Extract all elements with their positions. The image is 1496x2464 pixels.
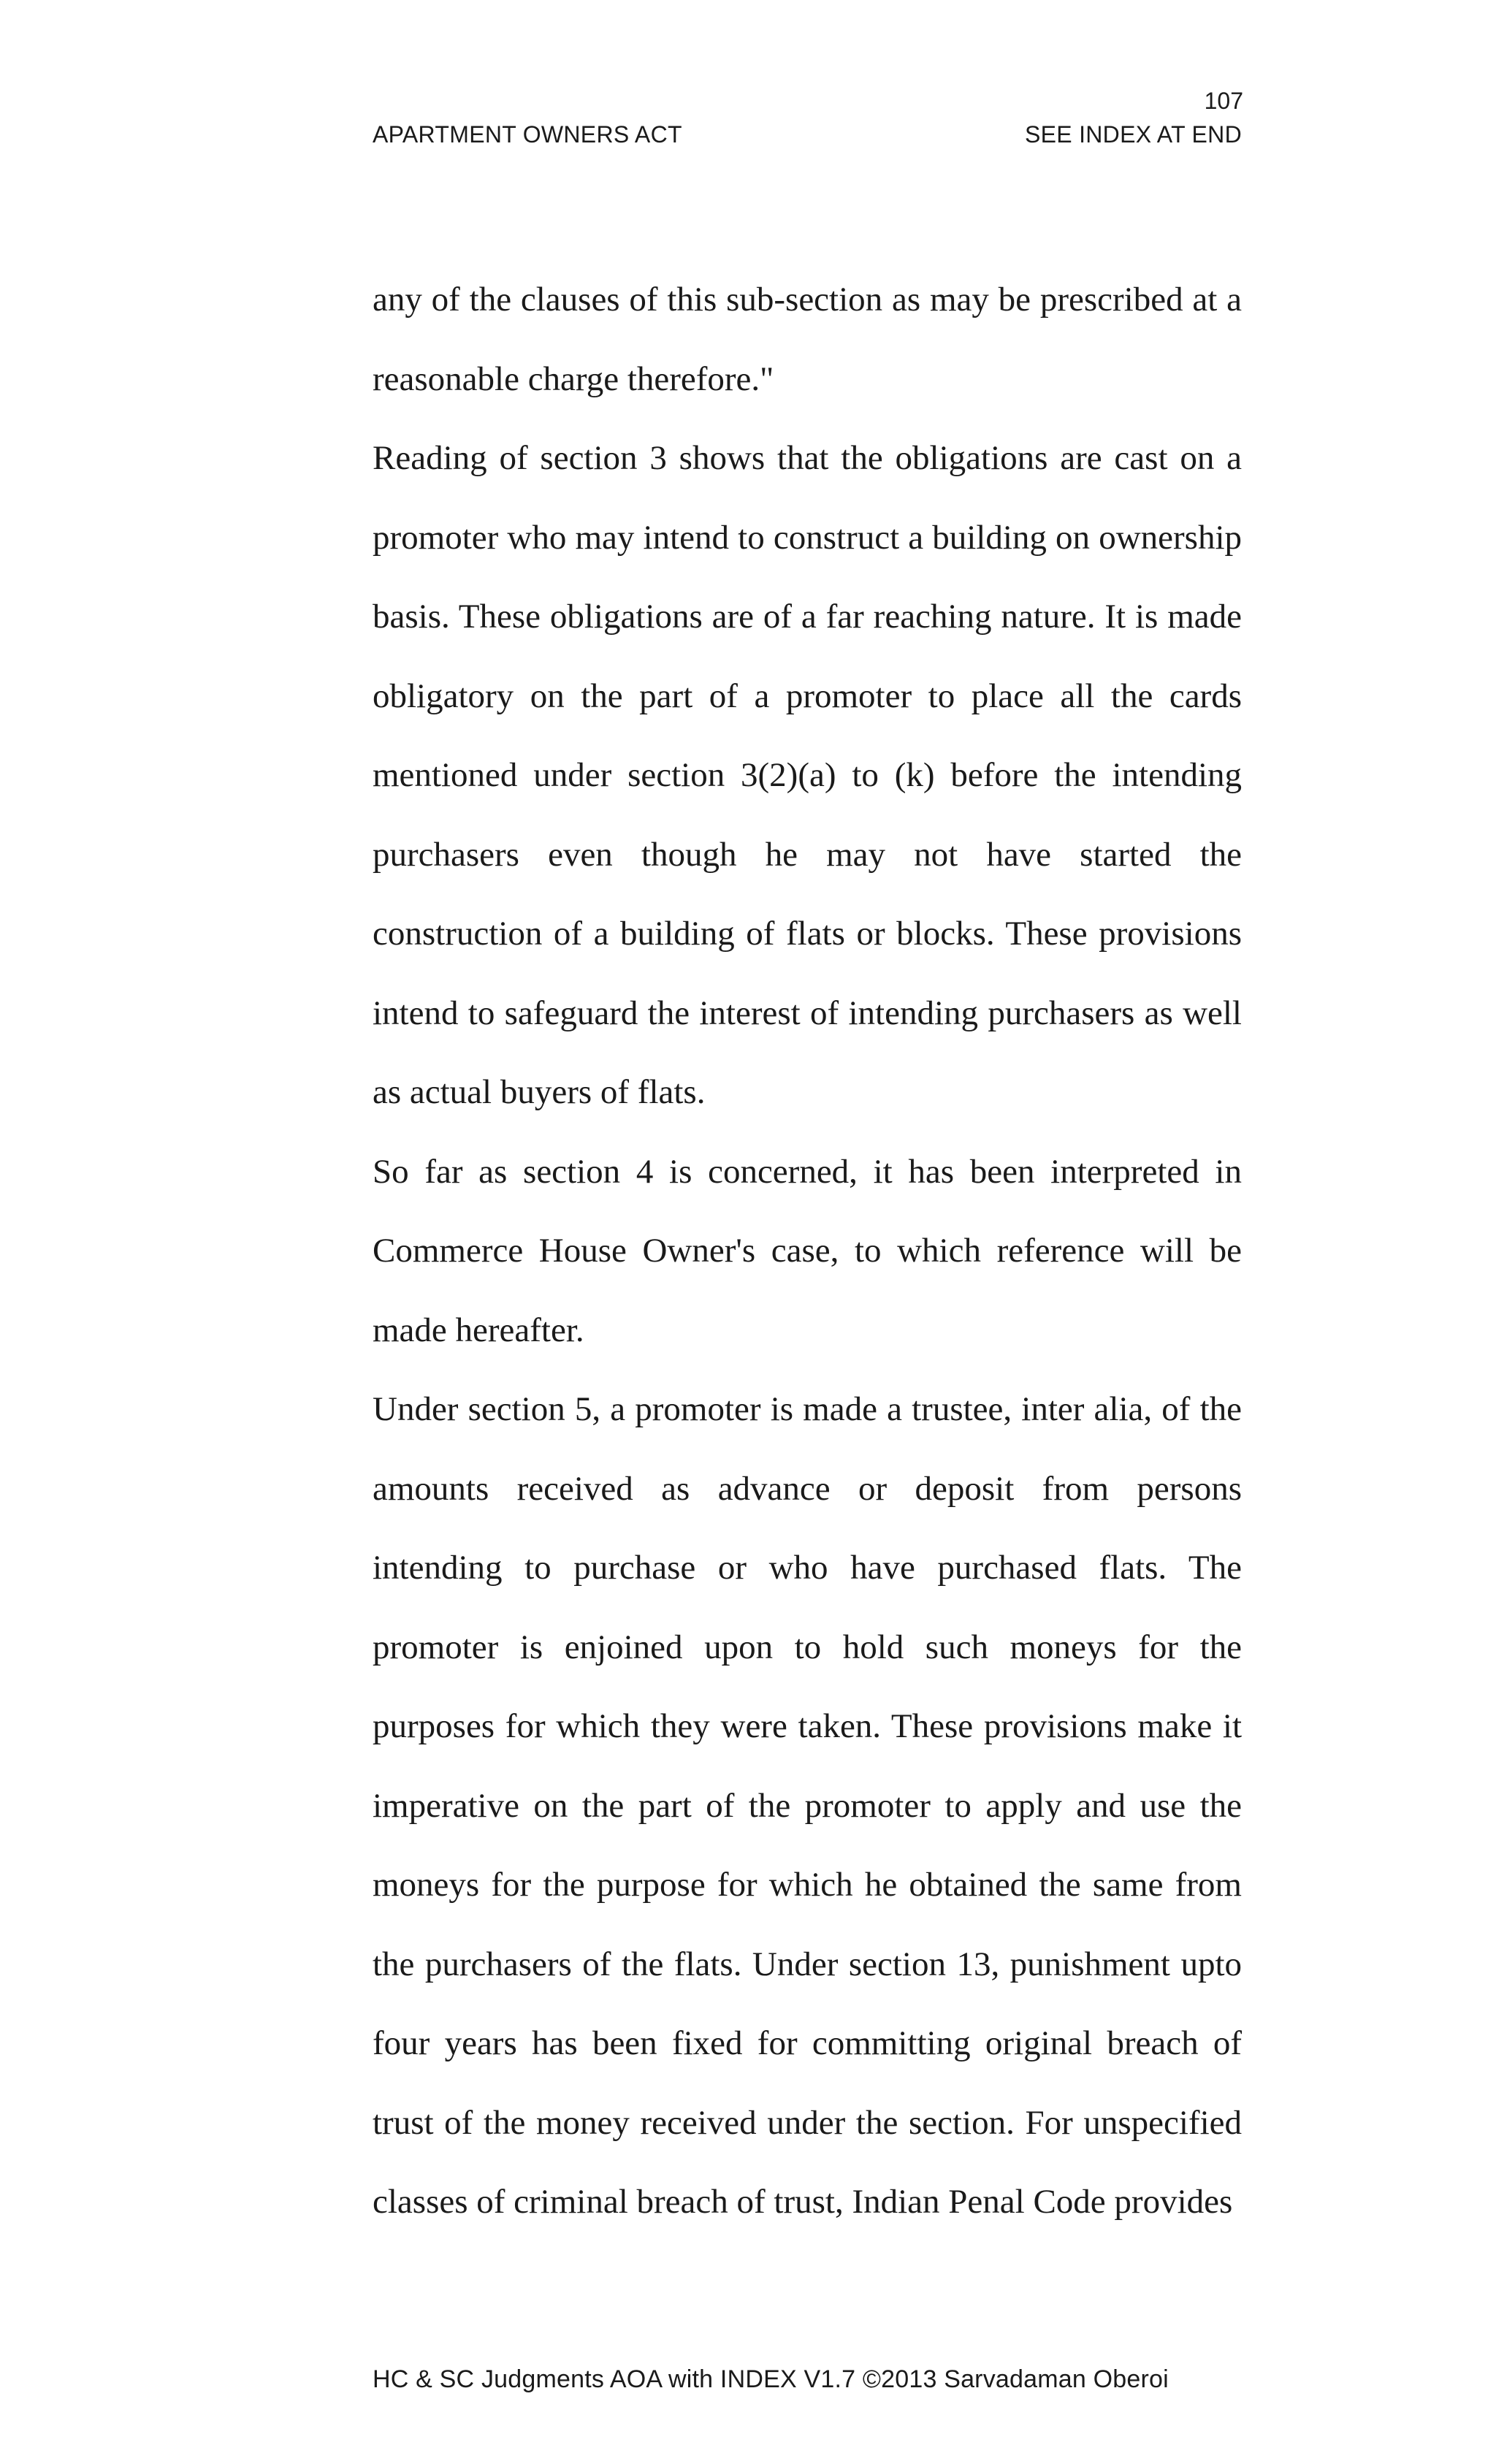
header-left-title: APARTMENT OWNERS ACT: [373, 121, 682, 148]
page-footer: HC & SC Judgments AOA with INDEX V1.7 ©2013 Sarvadaman Oberoi: [373, 2365, 1169, 2393]
document-body: [373, 260, 1242, 2242]
paragraph: So far as section 4 is concerned, it has been interpreted in Commerce House Owner's case, to which reference will be made hereafter.: [373, 1152, 1242, 1349]
running-header: [373, 121, 1242, 148]
paragraph: Under section 5, a promoter is made a trustee, inter alia, of the amounts received as advance or deposit from persons intending to purchase or who have purchased flats. The promoter is enjoined upon to hold such moneys for the purposes for which they were taken. These provisions make it imperative on the part of the promoter to apply and use the moneys for the purpose for which he obtained the same from the purchasers of the flats. Under section 13, punishment upto four years has been fixed for committing original breach of trust of the money received under the section. For unspecified classes of criminal breach of trust, Indian Penal Code provides: [373, 1390, 1242, 2221]
paragraph: any of the clauses of this sub-section as may be prescribed at a reasonable charge therefore.": [373, 281, 1242, 398]
header-right-note: SEE INDEX AT END: [1024, 121, 1242, 148]
paragraph: Reading of section 3 shows that the obligations are cast on a promoter who may intend to construct a building on ownership basis. These obligations are of a far reaching nature. It is made obligatory on the part of a promoter to place all the cards mentioned under section 3(2)(a) to (k) before the intending purchasers even though he may not have started the construction of a building of flats or blocks. These provisions intend to safeguard the interest of intending purchasers as well as actual buyers of flats.: [373, 439, 1242, 1111]
page-number: 107: [1204, 88, 1243, 114]
